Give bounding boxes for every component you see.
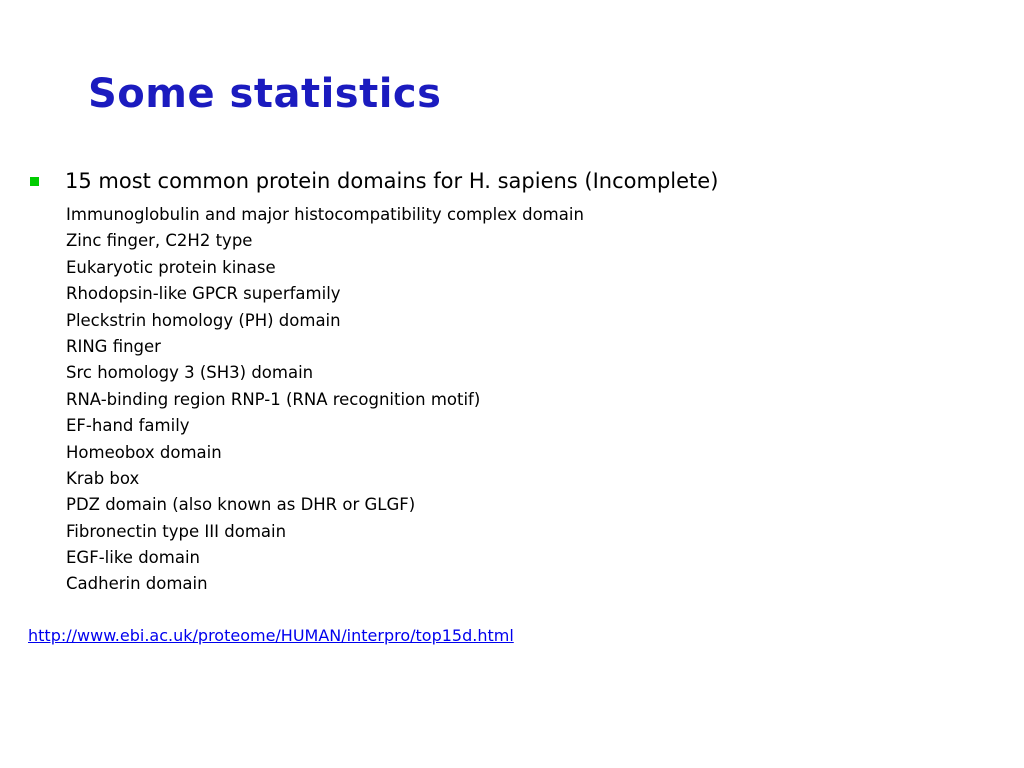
source-link[interactable]: http://www.ebi.ac.uk/proteome/HUMAN/interpro/top15d.html [28, 626, 514, 645]
domain-item: EF-hand family [66, 416, 190, 436]
domain-item: Pleckstrin homology (PH) domain [66, 310, 341, 330]
domain-item: Krab box [66, 468, 140, 488]
domain-item: Fibronectin type III domain [66, 521, 287, 541]
domain-item: RING finger [66, 336, 161, 356]
domain-item: Cadherin domain [66, 574, 208, 594]
domain-item: EGF-like domain [66, 548, 200, 568]
slide-title: Some statistics [88, 71, 442, 117]
bullet-text: 15 most common protein domains for H. sapiens (Incomplete) [65, 169, 719, 193]
domain-item: Eukaryotic protein kinase [66, 257, 276, 277]
domain-item: PDZ domain (also known as DHR or GLGF) [66, 495, 416, 515]
domain-item: Immunoglobulin and major histocompatibility complex domain [66, 205, 584, 224]
domain-list [66, 202, 584, 598]
bullet-item [30, 166, 718, 196]
domain-item: Homeobox domain [66, 442, 222, 462]
domain-item: Rhodopsin-like GPCR superfamily [66, 284, 341, 304]
square-bullet-icon [30, 177, 39, 186]
domain-item: Zinc finger, C2H2 type [66, 231, 253, 251]
domain-item: Src homology 3 (SH3) domain [66, 363, 314, 383]
domain-item: RNA-binding region RNP-1 (RNA recognition motif) [66, 389, 481, 409]
